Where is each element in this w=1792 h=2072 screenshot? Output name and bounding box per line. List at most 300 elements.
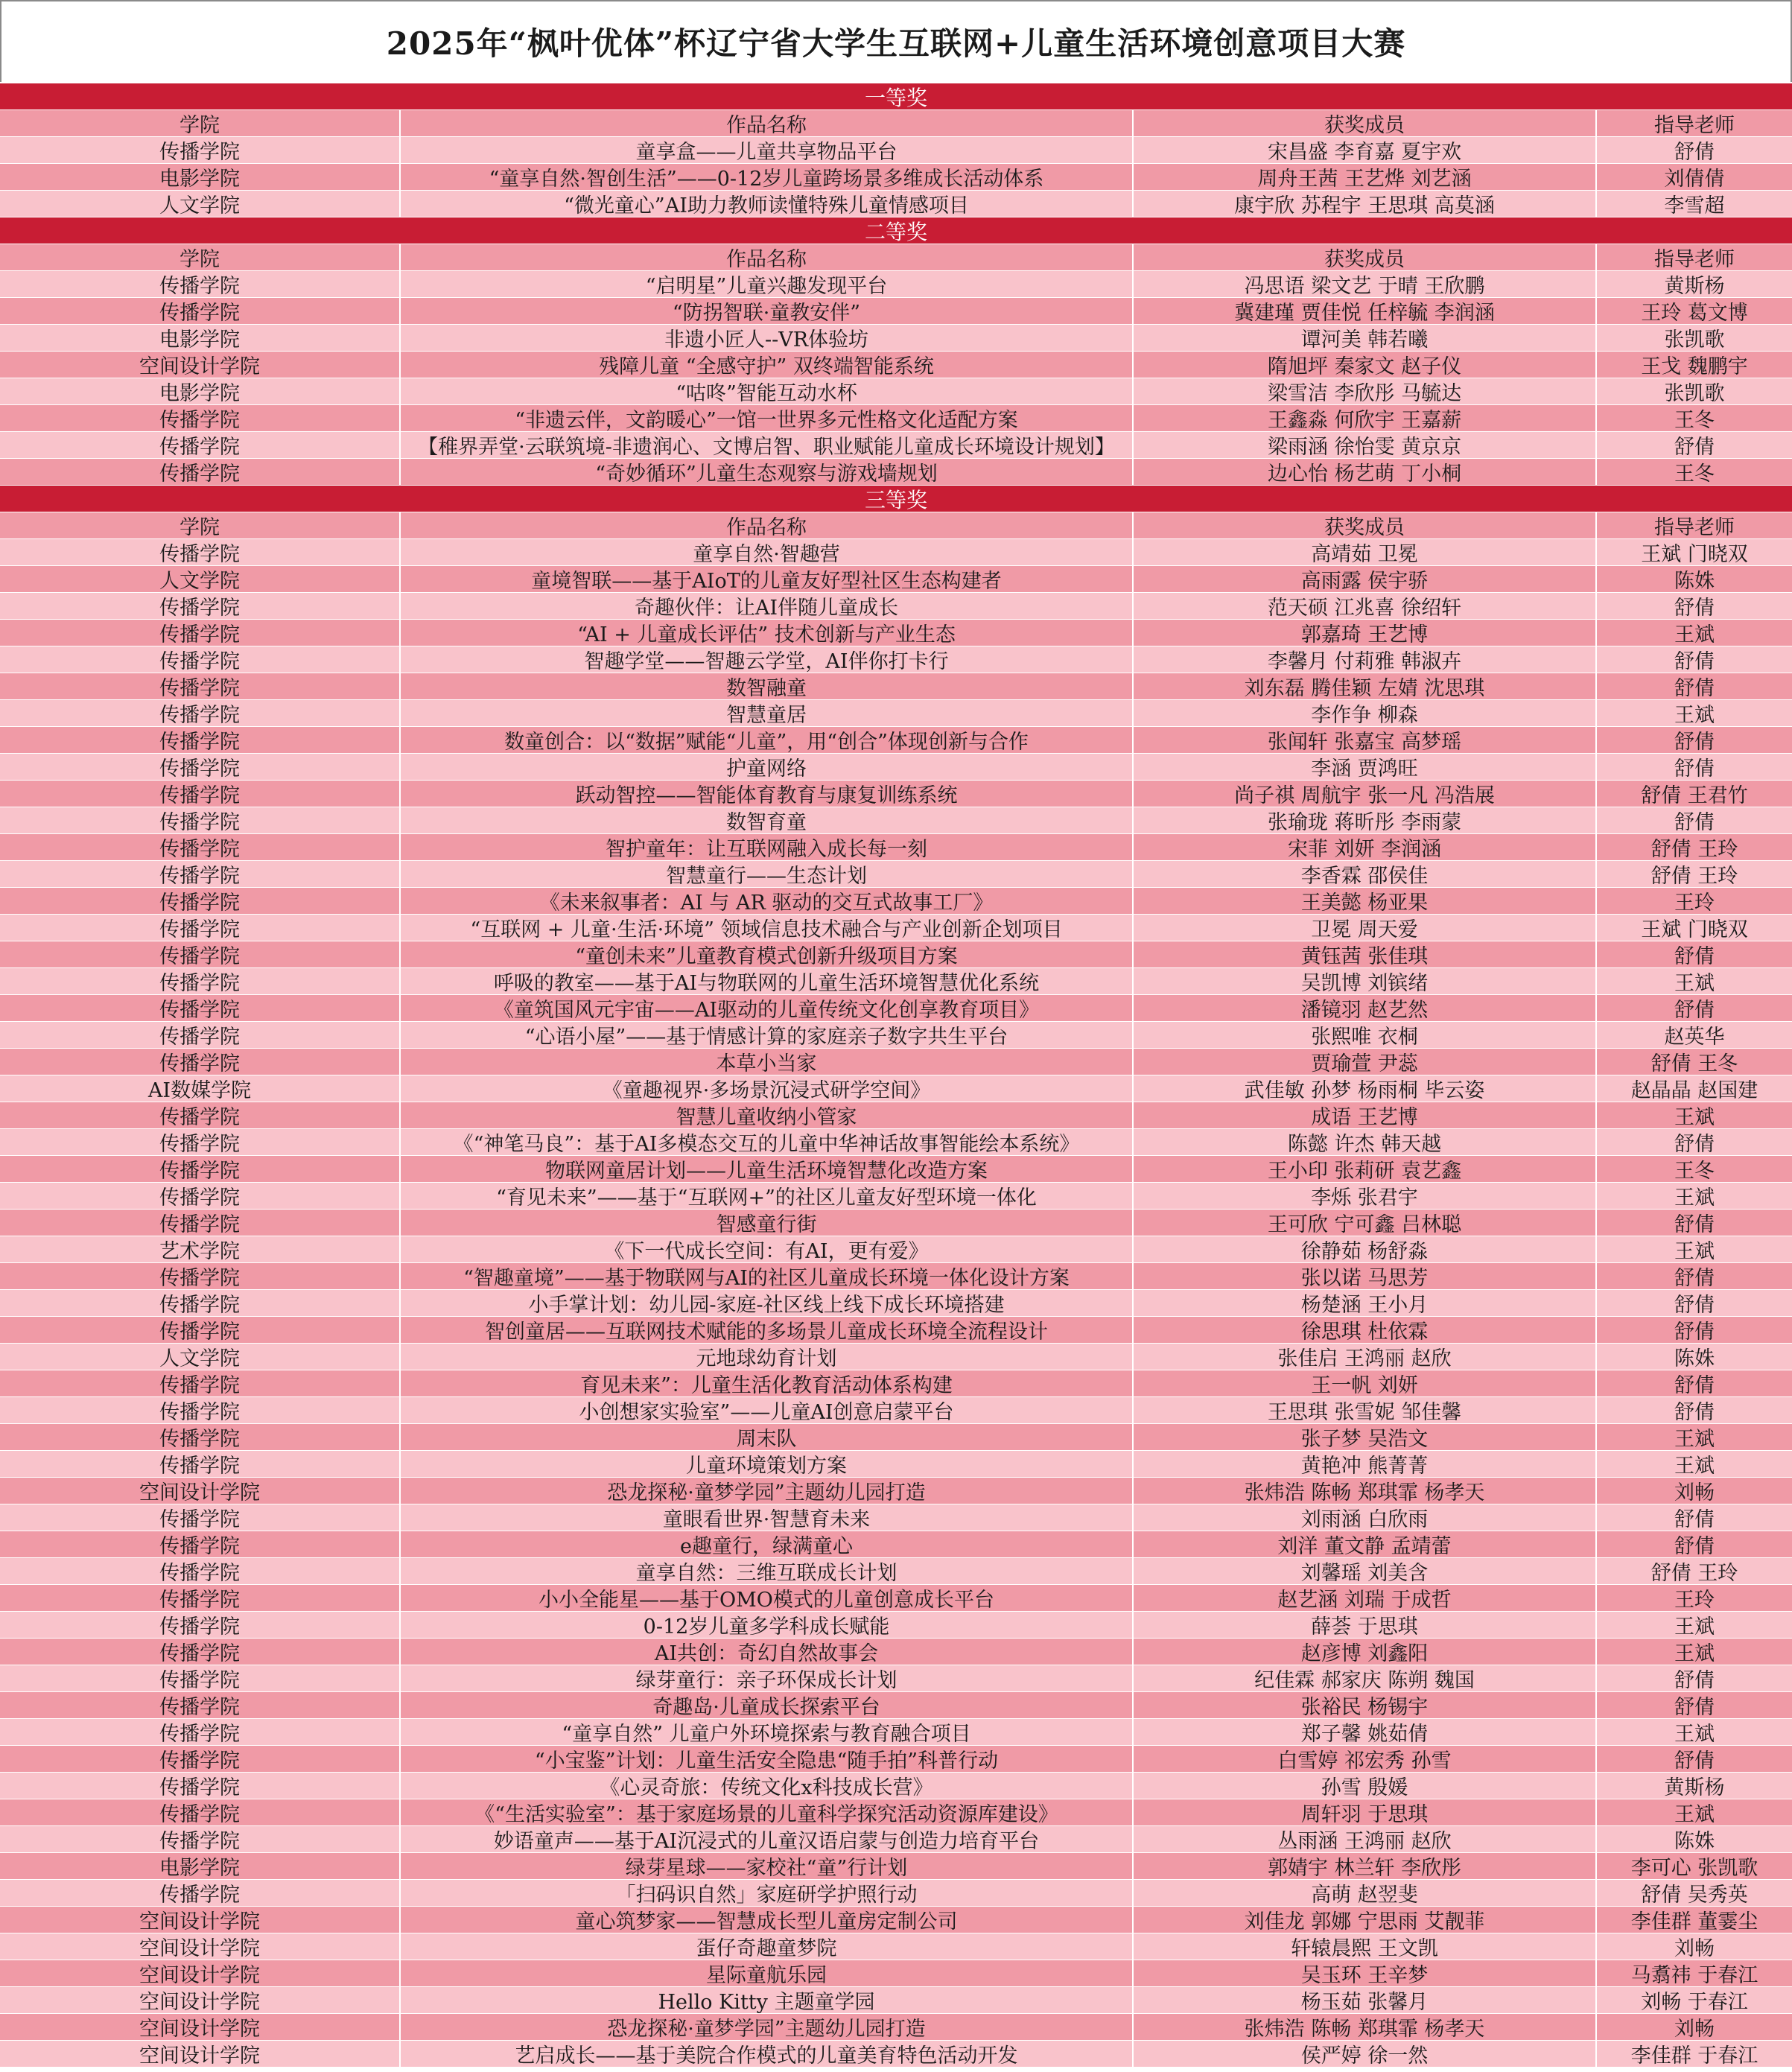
table-row (0, 861, 1792, 888)
college-cell: 传播学院 (0, 539, 401, 565)
advisor-cell: 陈姝 (1674, 570, 1715, 592)
table-row (0, 271, 1792, 298)
members-cell: 吴凯博 刘镔绪 (1134, 968, 1597, 994)
members-cell: 丛雨涵 王鸿丽 赵欣 (1134, 1826, 1597, 1852)
advisor-cell: 王斌 (1674, 972, 1715, 994)
college-cell: AI数媒学院 (0, 1075, 401, 1102)
members-cell: 武佳敏 孙梦 杨雨桐 毕云姿 (1134, 1075, 1597, 1102)
advisor-cell: 王玲 (1674, 1589, 1715, 1611)
project-name-cell: 智感童行街 (401, 1210, 1134, 1236)
members-cell: 张佳启 王鸿丽 赵欣 (1134, 1344, 1597, 1370)
members-cell: 赵彦博 刘鑫阳 (1134, 1639, 1597, 1665)
table-row (0, 1612, 1792, 1639)
advisor-cell: 舒倩 (1674, 731, 1715, 753)
college-cell: 传播学院 (0, 1397, 401, 1423)
members-cell: 王思琪 张雪妮 邹佳馨 (1134, 1397, 1597, 1423)
advisor-cell: 舒倩 (1674, 1213, 1715, 1236)
college-cell: 传播学院 (0, 1210, 401, 1236)
college-cell: 传播学院 (0, 137, 401, 163)
members-cell: 周轩羽 于思琪 (1134, 1799, 1597, 1825)
project-name-cell: 恐龙探秘·童梦学园”主题幼儿园打造 (401, 1478, 1134, 1504)
table-row (0, 1290, 1792, 1317)
members-cell: 张裕民 杨锡宇 (1134, 1692, 1597, 1718)
members-cell: 卫冕 周天爱 (1134, 915, 1597, 941)
table-row (0, 164, 1792, 191)
project-name-cell: AI共创：奇幻自然故事会 (401, 1639, 1134, 1665)
college-cell: 艺术学院 (0, 1236, 401, 1262)
project-name-cell: 元地球幼育计划 (401, 1344, 1134, 1370)
advisor-cell: 李雪超 (1664, 194, 1725, 217)
members-cell: 轩辕晨熙 王文凯 (1134, 1933, 1597, 1960)
advisor-cell: 王斌 (1674, 704, 1715, 726)
table-row (0, 325, 1792, 352)
table-row (0, 1317, 1792, 1344)
members-cell: 康宇欣 苏程宇 王思琪 高莫涵 (1134, 191, 1597, 217)
members-cell: 李香霖 邵侯佳 (1134, 861, 1597, 887)
project-name-cell: “育见未来”——基于“互联网+”的社区儿童友好型环境一体化 (401, 1183, 1134, 1209)
college-cell: 传播学院 (0, 1183, 401, 1209)
college-cell: 传播学院 (0, 834, 401, 860)
advisor-cell: 刘畅 于春江 (1641, 1991, 1748, 2013)
college-cell: 传播学院 (0, 1022, 401, 1048)
college-cell: 人文学院 (0, 566, 401, 592)
advisor-cell: 舒倩 (1674, 1133, 1715, 1155)
advisor-cell: 舒倩 (1674, 1696, 1715, 1718)
project-name-cell: “非遗云伴，文韵暖心”一馆一世界多元性格文化适配方案 (401, 405, 1134, 431)
table-row (0, 2041, 1792, 2068)
table-row (0, 405, 1792, 432)
table-row (0, 1665, 1792, 1692)
table-row (0, 1451, 1792, 1478)
advisor-cell: 王斌 (1674, 623, 1715, 646)
table-row (0, 1558, 1792, 1585)
project-name-cell: “启明星”儿童兴趣发现平台 (401, 271, 1134, 297)
project-name-cell: 星际童航乐园 (401, 1960, 1134, 1986)
table-row (0, 968, 1792, 995)
college-cell: 传播学院 (0, 1531, 401, 1557)
project-name-cell: “心语小屋”——基于情感计算的家庭亲子数字共生平台 (401, 1022, 1134, 1048)
table-row (0, 539, 1792, 566)
advisor-cell: 舒倩 (1674, 1508, 1715, 1531)
members-cell: 郭婧宇 林兰轩 李欣彤 (1134, 1853, 1597, 1879)
advisor-cell: 黄斯杨 (1664, 275, 1725, 297)
table-row (0, 298, 1792, 325)
college-cell: 传播学院 (0, 1370, 401, 1396)
table-row (0, 1773, 1792, 1799)
advisor-cell: 舒倩 (1674, 757, 1715, 780)
table-row (0, 566, 1792, 593)
college-cell: 传播学院 (0, 1424, 401, 1450)
college-cell: 传播学院 (0, 968, 401, 994)
project-name-cell: “咕咚”智能互动水杯 (401, 378, 1134, 404)
header-members: 获奖成员 (1134, 244, 1597, 270)
table-row (0, 727, 1792, 754)
members-cell: 薛荟 于思琪 (1134, 1612, 1597, 1638)
project-name-cell: 智趣学堂——智趣云学堂，AI伴你打卡行 (401, 646, 1134, 673)
advisor-cell: 王斌 (1674, 1186, 1715, 1209)
members-cell: 范天硕 江兆喜 徐绍轩 (1134, 593, 1597, 619)
college-cell: 传播学院 (0, 915, 401, 941)
project-name-cell: 数智融童 (401, 673, 1134, 699)
members-cell: 刘佳龙 郭娜 宁思雨 艾靓菲 (1134, 1907, 1597, 1933)
members-cell: 梁雨涵 徐怡雯 黄京京 (1134, 432, 1597, 458)
advisor-cell: 黄斯杨 (1664, 1776, 1725, 1799)
project-name-cell: “微光童心”AI助力教师读懂特殊儿童情感项目 (401, 191, 1134, 217)
members-cell: 高萌 赵翌斐 (1134, 1880, 1597, 1906)
project-name-cell: 0-12岁儿童多学科成长赋能 (401, 1612, 1134, 1638)
members-cell: 黄钰茜 张佳琪 (1134, 941, 1597, 967)
members-cell: 贾瑜萱 尹蕊 (1134, 1049, 1597, 1075)
advisor-cell: 舒倩 (1674, 811, 1715, 833)
college-cell: 传播学院 (0, 620, 401, 646)
members-cell: 赵艺涵 刘瑞 于成哲 (1134, 1585, 1597, 1611)
members-cell: 梁雪洁 李欣彤 马毓达 (1134, 378, 1597, 404)
advisor-cell: 刘倩倩 (1664, 168, 1725, 190)
project-name-cell: 童享自然·智趣营 (401, 539, 1134, 565)
members-cell: 高靖茹 卫冕 (1134, 539, 1597, 565)
members-cell: 张以诺 马思芳 (1134, 1263, 1597, 1289)
college-cell: 传播学院 (0, 727, 401, 753)
project-name-cell: 恐龙探秘·童梦学园”主题幼儿园打造 (401, 2014, 1134, 2040)
members-cell: 王小印 张莉研 袁艺鑫 (1134, 1156, 1597, 1182)
table-row (0, 1102, 1792, 1129)
project-name-cell: 育见未来”：儿童生活化教育活动体系构建 (401, 1370, 1134, 1396)
college-cell: 传播学院 (0, 888, 401, 914)
project-name-cell: 《“生活实验室”：基于家庭场景的儿童科学探究活动资源库建设》 (401, 1799, 1134, 1825)
table-row (0, 1183, 1792, 1210)
college-cell: 传播学院 (0, 781, 401, 807)
project-name-cell: “小宝鉴”计划：儿童生活安全隐患“随手拍”科普行动 (401, 1746, 1134, 1772)
project-name-cell: 儿童环境策划方案 (401, 1451, 1134, 1477)
table-row (0, 941, 1792, 968)
project-name-cell: 智创童居——互联网技术赋能的多场景儿童成长环境全流程设计 (401, 1317, 1134, 1343)
members-cell: 潘镜羽 赵艺然 (1134, 995, 1597, 1021)
advisor-cell: 张凯歌 (1664, 328, 1725, 351)
project-name-cell: 呼吸的教室——基于AI与物联网的儿童生活环境智慧优化系统 (401, 968, 1134, 994)
table-row (0, 1236, 1792, 1263)
members-cell: 李烁 张君宇 (1134, 1183, 1597, 1209)
college-cell: 传播学院 (0, 807, 401, 833)
project-name-cell: 童享自然：三维互联成长计划 (401, 1558, 1134, 1584)
project-name-cell: 护童网络 (401, 754, 1134, 780)
college-cell: 传播学院 (0, 941, 401, 967)
college-cell: 传播学院 (0, 754, 401, 780)
table-row (0, 1075, 1792, 1102)
advisor-cell: 王斌 (1674, 1240, 1715, 1262)
college-cell: 传播学院 (0, 1290, 401, 1316)
college-cell: 传播学院 (0, 995, 401, 1021)
members-cell: 成语 王艺博 (1134, 1102, 1597, 1128)
table-row (0, 378, 1792, 405)
project-name-cell: 跃动智控——智能体育教育与康复训练系统 (401, 781, 1134, 807)
advisor-cell: 舒倩 (1674, 1535, 1715, 1557)
table-row (0, 1424, 1792, 1451)
college-cell: 空间设计学院 (0, 1907, 401, 1933)
advisor-cell: 舒倩 王玲 (1650, 865, 1738, 887)
advisor-cell: 王冬 (1674, 463, 1715, 485)
advisor-cell: 舒倩 王玲 (1650, 838, 1738, 860)
project-name-cell: 【稚界弄堂·云联筑境-非遗润心、文博启智、职业赋能儿童成长环境设计规划】 (401, 432, 1134, 458)
college-cell: 传播学院 (0, 1102, 401, 1128)
advisor-cell: 王斌 (1674, 1455, 1715, 1477)
advisor-cell: 李佳群 董霎尘 (1630, 1910, 1758, 1933)
college-cell: 传播学院 (0, 1585, 401, 1611)
header-advisor: 指导老师 (1654, 114, 1735, 136)
page-title: 2025年“枫叶优体”杯辽宁省大学生互联网+儿童生活环境创意项目大赛 (0, 0, 1792, 82)
members-cell: 徐思琪 杜依霖 (1134, 1317, 1597, 1343)
project-name-cell: 智慧童居 (401, 700, 1134, 726)
advisor-cell: 舒倩 (1674, 1321, 1715, 1343)
table-row (0, 1210, 1792, 1236)
award-table (0, 83, 1792, 2068)
advisor-cell: 陈姝 (1674, 1347, 1715, 1370)
table-row (0, 1719, 1792, 1746)
college-cell: 空间设计学院 (0, 1933, 401, 1960)
advisor-cell: 王戈 魏鹏宇 (1641, 355, 1748, 378)
advisor-cell: 李可心 张凯歌 (1630, 1857, 1758, 1879)
members-cell: 郭嘉琦 王艺博 (1134, 620, 1597, 646)
table-header-row (0, 110, 1792, 137)
project-name-cell: 周末队 (401, 1424, 1134, 1450)
project-name-cell: 艺启成长——基于美院合作模式的儿童美育特色活动开发 (401, 2041, 1134, 2067)
project-name-cell: 小创想家实验室”——儿童AI创意启蒙平台 (401, 1397, 1134, 1423)
table-row (0, 1531, 1792, 1558)
table-row (0, 137, 1792, 164)
project-name-cell: “童享自然·智创生活”——0-12岁儿童跨场景多维成长活动体系 (401, 164, 1134, 190)
advisor-cell: 赵晶晶 赵国建 (1630, 1079, 1758, 1102)
project-name-cell: “童创未来”儿童教育模式创新升级项目方案 (401, 941, 1134, 967)
members-cell: 宋菲 刘妍 李润涵 (1134, 834, 1597, 860)
project-name-cell: e趣童行，绿满童心 (401, 1531, 1134, 1557)
members-cell: 杨玉茹 张馨月 (1134, 1987, 1597, 2013)
header-college: 学院 (0, 512, 401, 538)
project-name-cell: 童眼看世界·智慧育未来 (401, 1504, 1134, 1531)
members-cell: 张炜浩 陈畅 郑琪霏 杨孝天 (1134, 1478, 1597, 1504)
college-cell: 传播学院 (0, 1639, 401, 1665)
advisor-cell: 王斌 (1674, 1723, 1715, 1745)
table-row (0, 1049, 1792, 1075)
advisor-cell: 赵英华 (1664, 1026, 1725, 1048)
college-cell: 电影学院 (0, 1853, 401, 1879)
college-cell: 传播学院 (0, 1746, 401, 1772)
members-cell: 张子梦 吴浩文 (1134, 1424, 1597, 1450)
college-cell: 传播学院 (0, 1612, 401, 1638)
table-row (0, 459, 1792, 486)
college-cell: 传播学院 (0, 1826, 401, 1852)
members-cell: 孙雪 殷媛 (1134, 1773, 1597, 1799)
advisor-cell: 舒倩 王君竹 (1641, 784, 1748, 807)
project-name-cell: 童享盒——儿童共享物品平台 (401, 137, 1134, 163)
members-cell: 纪佳霖 郝家庆 陈朔 魏国 (1134, 1665, 1597, 1691)
advisor-cell: 李佳群 于春江 (1630, 2044, 1758, 2067)
project-name-cell: 绿芽童行：亲子环保成长计划 (401, 1665, 1134, 1691)
college-cell: 传播学院 (0, 271, 401, 297)
college-cell: 传播学院 (0, 405, 401, 431)
members-cell: 刘东磊 腾佳颖 左婧 沈思琪 (1134, 673, 1597, 699)
college-cell: 空间设计学院 (0, 1960, 401, 1986)
table-row (0, 432, 1792, 459)
project-name-cell: Hello Kitty 主题童学园 (401, 1987, 1134, 2013)
college-cell: 传播学院 (0, 646, 401, 673)
advisor-cell: 王斌 (1674, 1803, 1715, 1825)
members-cell: 吴玉环 王辛梦 (1134, 1960, 1597, 1986)
college-cell: 传播学院 (0, 1880, 401, 1906)
advisor-cell: 舒倩 (1674, 1294, 1715, 1316)
college-cell: 传播学院 (0, 432, 401, 458)
table-row (0, 995, 1792, 1022)
college-cell: 传播学院 (0, 861, 401, 887)
table-row (0, 1907, 1792, 1933)
members-cell: 张闻轩 张嘉宝 高梦瑶 (1134, 727, 1597, 753)
members-cell: 张炜浩 陈畅 郑琪霏 杨孝天 (1134, 2014, 1597, 2040)
members-cell: 白雪婷 祁宏秀 孙雪 (1134, 1746, 1597, 1772)
project-name-cell: “AI + 儿童成长评估” 技术创新与产业生态 (401, 620, 1134, 646)
project-name-cell: 妙语童声——基于AI沉浸式的儿童汉语启蒙与创造力培育平台 (401, 1826, 1134, 1852)
members-cell: 王一帆 刘妍 (1134, 1370, 1597, 1396)
project-name-cell: 物联网童居计划——儿童生活环境智慧化改造方案 (401, 1156, 1134, 1182)
project-name-cell: 「扫码识自然」家庭研学护照行动 (401, 1880, 1134, 1906)
college-cell: 传播学院 (0, 298, 401, 324)
members-cell: 王可欣 宁可鑫 吕林聪 (1134, 1210, 1597, 1236)
members-cell: 黄艳冲 熊菁菁 (1134, 1451, 1597, 1477)
table-row (0, 593, 1792, 620)
table-row (0, 646, 1792, 673)
college-cell: 传播学院 (0, 1263, 401, 1289)
college-cell: 传播学院 (0, 1129, 401, 1155)
table-header-row (0, 512, 1792, 539)
members-cell: 周舟王茜 王艺烨 刘艺涵 (1134, 164, 1597, 190)
table-row (0, 1344, 1792, 1370)
college-cell: 传播学院 (0, 1773, 401, 1799)
advisor-cell: 舒倩 (1674, 1267, 1715, 1289)
college-cell: 传播学院 (0, 593, 401, 619)
table-row (0, 191, 1792, 217)
project-name-cell: 奇趣伙伴：让AI伴随儿童成长 (401, 593, 1134, 619)
advisor-cell: 马翥祎 于春江 (1630, 1964, 1758, 1986)
advisor-cell: 舒倩 (1674, 1669, 1715, 1691)
project-name-cell: 数童创合：以“数据”赋能“儿童”，用“创合”体现创新与合作 (401, 727, 1134, 753)
table-row (0, 1585, 1792, 1612)
project-name-cell: 《心灵奇旅：传统文化x科技成长营》 (401, 1773, 1134, 1799)
project-name-cell: “互联网 + 儿童·生活·环境” 领域信息技术融合与产业创新企划项目 (401, 915, 1134, 941)
table-row (0, 1370, 1792, 1397)
members-cell: 李涵 贾鸿旺 (1134, 754, 1597, 780)
college-cell: 传播学院 (0, 1665, 401, 1691)
advisor-cell: 王斌 (1674, 1106, 1715, 1128)
college-cell: 传播学院 (0, 1504, 401, 1531)
college-cell: 空间设计学院 (0, 352, 401, 378)
award-level-label: 一等奖 (864, 85, 927, 109)
advisor-cell: 舒倩 (1674, 999, 1715, 1021)
header-project-name: 作品名称 (401, 244, 1134, 270)
table-row (0, 915, 1792, 941)
table-row (0, 673, 1792, 700)
table-row (0, 1960, 1792, 1987)
header-members: 获奖成员 (1134, 110, 1597, 136)
members-cell: 谭河美 韩若曦 (1134, 325, 1597, 351)
table-row (0, 1022, 1792, 1049)
advisor-cell: 王斌 (1674, 1642, 1715, 1665)
table-row (0, 1933, 1792, 1960)
college-cell: 空间设计学院 (0, 2014, 401, 2040)
project-name-cell: 童境智联——基于AIoT的儿童友好型社区生态构建者 (401, 566, 1134, 592)
college-cell: 传播学院 (0, 673, 401, 699)
advisor-cell: 舒倩 (1674, 436, 1715, 458)
college-cell: 空间设计学院 (0, 1987, 401, 2013)
table-row (0, 1799, 1792, 1826)
advisor-cell: 舒倩 (1674, 677, 1715, 699)
table-row (0, 807, 1792, 834)
project-name-cell: 《童筑国风元宇宙——AI驱动的儿童传统文化创享教育项目》 (401, 995, 1134, 1021)
members-cell: 郑子馨 姚茹倩 (1134, 1719, 1597, 1745)
college-cell: 电影学院 (0, 325, 401, 351)
members-cell: 王美懿 杨亚果 (1134, 888, 1597, 914)
award-level-label: 三等奖 (864, 487, 927, 512)
table-row (0, 1639, 1792, 1665)
project-name-cell: 奇趣岛·儿童成长探索平台 (401, 1692, 1134, 1718)
advisor-cell: 张凯歌 (1664, 382, 1725, 404)
project-name-cell: 智慧儿童收纳小管家 (401, 1102, 1134, 1128)
college-cell: 传播学院 (0, 1799, 401, 1825)
table-row (0, 1156, 1792, 1183)
members-cell: 徐静茹 杨舒淼 (1134, 1236, 1597, 1262)
table-row (0, 888, 1792, 915)
project-name-cell: “防拐智联·童教安伴” (401, 298, 1134, 324)
advisor-cell: 舒倩 王玲 (1650, 1562, 1738, 1584)
college-cell: 传播学院 (0, 700, 401, 726)
header-college: 学院 (0, 244, 401, 270)
members-cell: 刘馨瑶 刘美含 (1134, 1558, 1597, 1584)
college-cell: 传播学院 (0, 1156, 401, 1182)
advisor-cell: 舒倩 (1674, 1374, 1715, 1396)
award-level-band (0, 83, 1792, 110)
members-cell: 李馨月 付莉雅 韩淑卉 (1134, 646, 1597, 673)
advisor-cell: 刘畅 (1674, 1937, 1715, 1960)
table-row (0, 1746, 1792, 1773)
advisor-cell: 刘畅 (1674, 2018, 1715, 2040)
advisor-cell: 舒倩 (1674, 945, 1715, 967)
table-row (0, 1504, 1792, 1531)
college-cell: 空间设计学院 (0, 2041, 401, 2067)
college-cell: 电影学院 (0, 378, 401, 404)
advisor-cell: 舒倩 王冬 (1650, 1052, 1738, 1075)
advisor-cell: 王玲 葛文博 (1641, 302, 1748, 324)
table-row (0, 1397, 1792, 1424)
table-row (0, 2014, 1792, 2041)
members-cell: 边心怡 杨艺萌 丁小桐 (1134, 459, 1597, 485)
members-cell: 杨楚涵 王小月 (1134, 1290, 1597, 1316)
members-cell: 刘洋 董文静 孟靖蕾 (1134, 1531, 1597, 1557)
college-cell: 传播学院 (0, 1451, 401, 1477)
advisor-cell: 舒倩 (1674, 141, 1715, 163)
table-row (0, 1880, 1792, 1907)
table-row (0, 834, 1792, 861)
college-cell: 传播学院 (0, 459, 401, 485)
header-advisor: 指导老师 (1654, 248, 1735, 270)
college-cell: 电影学院 (0, 164, 401, 190)
members-cell: 高雨露 侯宇骄 (1134, 566, 1597, 592)
header-project-name: 作品名称 (401, 512, 1134, 538)
project-name-cell: 绿芽星球——家校社“童”行计划 (401, 1853, 1134, 1879)
members-cell: 侯严婷 徐一然 (1134, 2041, 1597, 2067)
advisor-cell: 刘畅 (1674, 1481, 1715, 1504)
project-name-cell: 《“神笔马良”：基于AI多模态交互的儿童中华神话故事智能绘本系统》 (401, 1129, 1134, 1155)
college-cell: 传播学院 (0, 1692, 401, 1718)
table-header-row (0, 244, 1792, 271)
college-cell: 人文学院 (0, 1344, 401, 1370)
project-name-cell: 数智育童 (401, 807, 1134, 833)
members-cell: 冀建瑾 贾佳悦 任梓毓 李润涵 (1134, 298, 1597, 324)
